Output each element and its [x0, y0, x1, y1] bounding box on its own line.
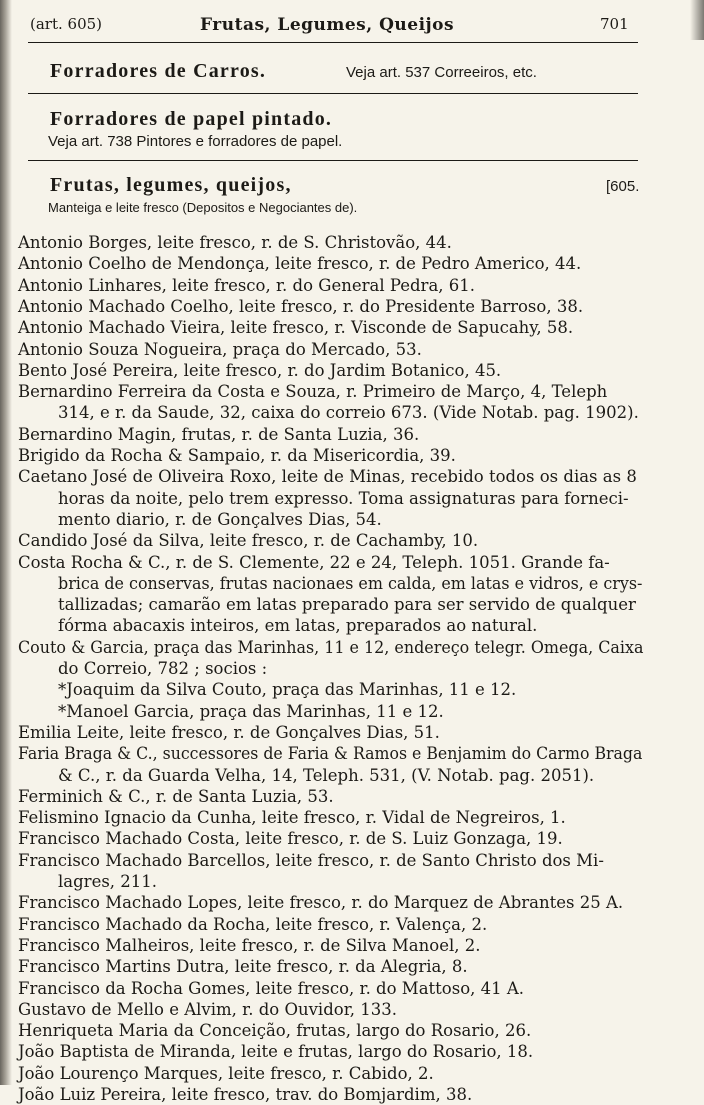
entry-continuation-line: & C., r. da Guarda Velha, 14, Teleph. 531, (V. Notab. pag. 2051).: [58, 765, 595, 785]
entry-line: Felismino Ignacio da Cunha, leite fresco, r. Vidal de Negreiros, 1.: [18, 808, 566, 828]
section-title-forradores-carros: Forradores de Carros.: [50, 60, 267, 82]
entry-line: João Baptista de Miranda, leite e frutas, largo do Rosario, 18.: [18, 1042, 534, 1062]
entry-line: Francisco Martins Dutra, leite fresco, r. da Alegria, 8.: [18, 957, 468, 977]
entry-continuation-line: tallizadas; camarão em latas preparado para ser servido de qualquer: [58, 595, 636, 615]
entry-line: Francisco Machado Barcellos, leite fresco, r. de Santo Christo dos Mi-: [18, 850, 604, 870]
entry-line: Francisco da Rocha Gomes, leite fresco, r. do Mattoso, 41 A.: [18, 978, 525, 998]
entry-line: Couto & Garcia, praça das Marinhas, 11 e 12, endereço telegr. Omega, Caixa: [18, 637, 644, 657]
entry-line: Francisco Machado Lopes, leite fresco, r. do Marquez de Abrantes 25 A.: [18, 893, 624, 913]
entry-line: Caetano José de Oliveira Roxo, leite de Minas, recebido todos os dias as 8: [18, 467, 637, 487]
entry-continuation-line: lagres, 211.: [58, 872, 158, 891]
entry-line: João Luiz Pereira, leite fresco, trav. do Bomjardim, 38.: [18, 1085, 473, 1104]
entry-line: Francisco Machado Costa, leite fresco, r. de S. Luiz Gonzaga, 19.: [18, 829, 563, 849]
book-spine-shadow: [0, 0, 12, 1085]
entry-line: Antonio Souza Nogueira, praça do Mercado, 53.: [18, 339, 422, 359]
header-title: Frutas, Legumes, Queijos: [200, 15, 455, 35]
entry-continuation-line: do Correio, 782 ; socios :: [58, 659, 268, 678]
entry-continuation-line: fórma abacaxis inteiros, em latas, preparados ao natural.: [58, 616, 538, 636]
entry-line: Brigido da Rocha & Sampaio, r. da Misericordia, 39.: [18, 446, 456, 465]
section-title-frutas: Frutas, legumes, queijos,: [50, 174, 292, 196]
entry-line: Antonio Linhares, leite fresco, r. do General Pedra, 61.: [18, 275, 476, 295]
section-article-number: [605.: [606, 178, 640, 195]
page-number: 701: [600, 15, 629, 33]
section-ref-forradores-papel: Veja art. 738 Pintores e forradores de papel.: [48, 133, 343, 150]
entry-line: Emilia Leite, leite fresco, r. de Gonçalves Dias, 51.: [18, 722, 440, 742]
entry-line: Francisco Malheiros, leite fresco, r. de Silva Manoel, 2.: [18, 935, 481, 955]
header-rule: [28, 42, 638, 43]
entry-line: Costa Rocha & C., r. de S. Clemente, 22 e 24, Teleph. 1051. Grande fa-: [18, 552, 610, 572]
section-ref-forradores-carros: Veja art. 537 Correeiros, etc.: [346, 64, 537, 81]
entry-continuation-line: 314, e r. da Saude, 32, caixa do correio 673. (Vide Notab. pag. 1902).: [58, 403, 639, 423]
entry-line: Antonio Machado Vieira, leite fresco, r. Visconde de Sapucahy, 58.: [18, 318, 574, 338]
entry-line: Bernardino Ferreira da Costa e Souza, r. Primeiro de Março, 4, Teleph: [18, 382, 608, 402]
entry-line: Bernardino Magin, frutas, r. de Santa Luzia, 36.: [18, 424, 420, 444]
entry-continuation-line: *Manoel Garcia, praça das Marinhas, 11 e 12.: [58, 701, 444, 721]
section-divider: [28, 93, 638, 94]
entry-line: Antonio Borges, leite fresco, r. de S. Christovão, 44.: [18, 233, 452, 252]
entry-line: Candido José da Silva, leite fresco, r. de Cachamby, 10.: [18, 531, 479, 551]
entry-continuation-line: horas da noite, pelo trem expresso. Toma assignaturas para forneci-: [58, 488, 629, 508]
entry-line: Gustavo de Mello e Alvim, r. do Ouvidor, 133.: [18, 999, 398, 1019]
entry-continuation-line: brica de conservas, frutas nacionaes em calda, em latas e vidros, e crys-: [58, 573, 643, 593]
entry-line: João Lourenço Marques, leite fresco, r. Cabido, 2.: [18, 1063, 434, 1083]
entry-line: Antonio Coelho de Mendonça, leite fresco, r. de Pedro Americo, 44.: [18, 254, 582, 274]
entry-continuation-line: *Joaquim da Silva Couto, praça das Marinhas, 11 e 12.: [58, 680, 517, 700]
entry-line: Faria Braga & C., successores de Faria & Ramos e Benjamim do Carmo Braga: [18, 744, 643, 764]
section-subtitle: Manteiga e leite fresco (Depositos e Negociantes de).: [48, 200, 358, 215]
entry-line: Ferminich & C., r. de Santa Luzia, 53.: [18, 786, 334, 806]
entry-line: Henriqueta Maria da Conceição, frutas, largo do Rosario, 26.: [18, 1021, 532, 1041]
running-header: [0, 15, 704, 43]
entry-line: Francisco Machado da Rocha, leite fresco, r. Valença, 2.: [18, 914, 488, 934]
section-divider: [28, 160, 638, 161]
section-title-forradores-papel: Forradores de papel pintado.: [50, 108, 333, 130]
entry-line: Antonio Machado Coelho, leite fresco, r. do Presidente Barroso, 38.: [18, 296, 584, 316]
entry-line: Bento José Pereira, leite fresco, r. do Jardim Botanico, 45.: [18, 360, 502, 380]
header-article-ref: (art. 605): [30, 15, 103, 33]
entry-continuation-line: mento diario, r. de Gonçalves Dias, 54.: [58, 509, 382, 529]
